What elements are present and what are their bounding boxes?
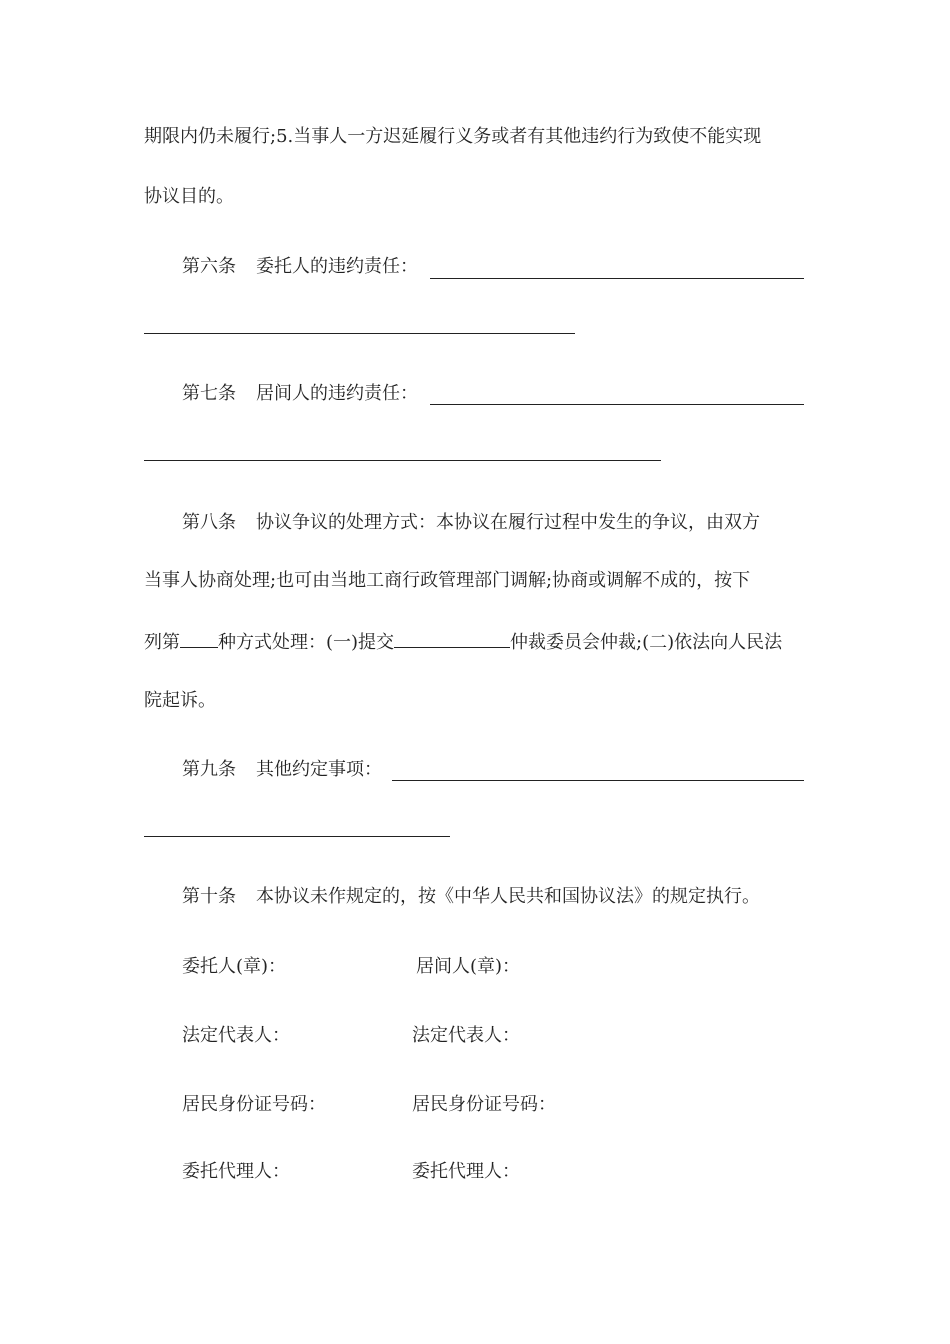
article-text: 其他约定事项： xyxy=(256,759,382,780)
article-8-line-1 xyxy=(182,508,760,538)
article-6-heading xyxy=(182,252,418,282)
article-number: 第六条 xyxy=(182,256,236,277)
article-number: 第八条 xyxy=(182,512,236,533)
method-number-blank[interactable] xyxy=(180,625,218,648)
principal-legal-rep-label: 法定代表人： xyxy=(182,1025,290,1046)
article-7-blank-line-1[interactable] xyxy=(430,404,804,405)
article-9-blank-line-1[interactable] xyxy=(392,780,804,781)
text: 协议目的。 xyxy=(144,186,234,207)
article-9-heading xyxy=(182,755,382,785)
paragraph-line xyxy=(144,182,234,212)
article-8-line-3 xyxy=(144,625,782,655)
principal-id-number-label: 居民身份证号码： xyxy=(182,1094,326,1115)
article-6-blank-line-1[interactable] xyxy=(430,278,804,279)
article-6-blank-line-2[interactable] xyxy=(144,333,575,334)
article-10 xyxy=(182,882,760,912)
article-text: 当事人协商处理;也可由当地工商行政管理部门调解;协商或调解不成的，按下 xyxy=(144,570,751,591)
intermediary-seal-label: 居间人(章)： xyxy=(416,956,521,977)
intermediary-id-number-label: 居民身份证号码： xyxy=(412,1094,556,1115)
article-7-blank-line-2[interactable] xyxy=(144,460,661,461)
article-8-line-2 xyxy=(144,566,750,596)
intermediary-legal-rep-label: 法定代表人： xyxy=(412,1025,520,1046)
article-text: 委托人的违约责任： xyxy=(256,256,418,277)
intermediary-agent-label: 委托代理人： xyxy=(412,1161,520,1182)
article-9-blank-line-2[interactable] xyxy=(144,836,450,837)
article-7-heading xyxy=(182,379,418,409)
article-8-line-4 xyxy=(144,686,216,716)
article-text: 院起诉。 xyxy=(144,690,216,711)
article-text: 列第 xyxy=(144,632,180,653)
article-text: 居间人的违约责任： xyxy=(256,383,418,404)
principal-seal-label: 委托人(章)： xyxy=(182,956,287,977)
article-text: 种方式处理：(一)提交 xyxy=(218,632,395,653)
article-text: 协议争议的处理方式：本协议在履行过程中发生的争议，由双方 xyxy=(256,512,760,533)
text: 期限内仍未履行;5.当事人一方迟延履行义务或者有其他违约行为致使不能实现 xyxy=(144,126,762,147)
article-number: 第七条 xyxy=(182,383,236,404)
principal-agent-label: 委托代理人： xyxy=(182,1161,290,1182)
paragraph-line xyxy=(144,122,761,152)
article-text: 本协议未作规定的，按《中华人民共和国协议法》的规定执行。 xyxy=(256,886,760,907)
arbitration-committee-blank[interactable] xyxy=(394,625,510,648)
article-number: 第九条 xyxy=(182,759,236,780)
article-number: 第十条 xyxy=(182,886,236,907)
article-text: 仲裁委员会仲裁;(二)依法向人民法 xyxy=(510,632,783,653)
